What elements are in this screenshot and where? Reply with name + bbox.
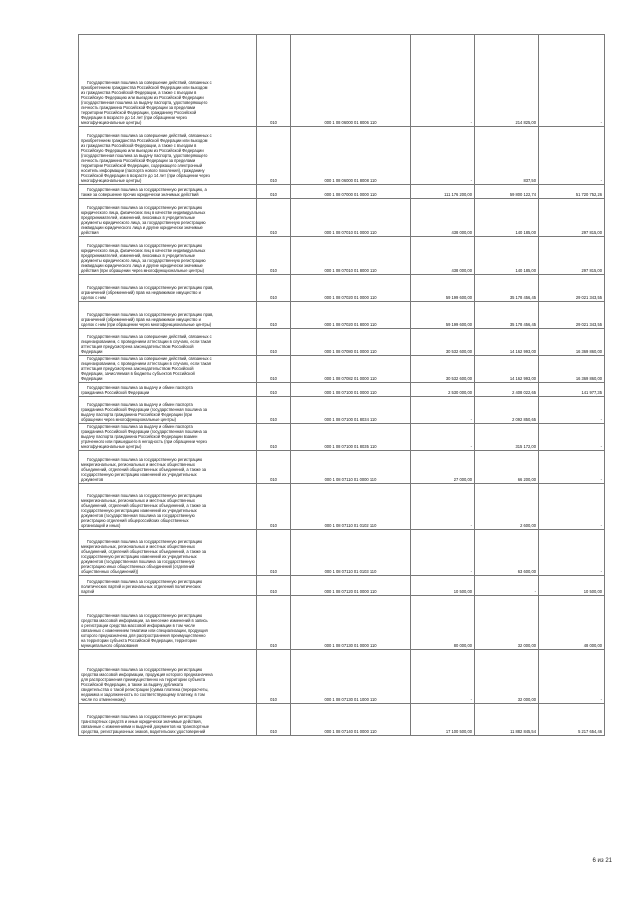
- budget-classification-code-cell: 000 1 08 07000 01 0000 110: [291, 185, 411, 199]
- income-name-line: также за совершение прочих юридически значимых действий: [81, 191, 199, 197]
- executed-amount-cell: 315 172,00: [475, 424, 539, 451]
- income-name-line: территории Российской Федерации, гражданину Российской: [81, 109, 197, 115]
- row-code-cell: 010: [257, 356, 291, 383]
- income-name-line: связанных с изменением тематики или специализации, продукция: [81, 628, 208, 634]
- unexecuted-amount-cell: 141 977,35: [539, 383, 605, 397]
- income-name-line: политических партий и региональных отделений политических: [81, 584, 201, 590]
- income-name-line: юридического лица, физических лиц в качестве индивидуальных: [81, 247, 206, 253]
- unexecuted-amount-cell: -: [539, 650, 605, 704]
- income-name-line: сделок с ним: [81, 294, 106, 300]
- income-name-line: выдачу паспорта гражданина Российской Федерации взамен: [81, 434, 198, 440]
- table-body: [79, 35, 605, 736]
- income-name-line: гражданина Российской Федерации (государственная пошлина за: [81, 429, 208, 435]
- unexecuted-amount-cell: -: [539, 127, 605, 185]
- table-row: [79, 484, 605, 530]
- income-name-line: гражданина Российской Федерации: [81, 390, 150, 396]
- income-name-line: Государственная пошлина за выдачу и обмен паспорта: [87, 402, 193, 408]
- income-name-line: (государственная пошлина за выдачу паспорта, удостоверяющего: [81, 152, 208, 158]
- executed-amount-cell: 63 600,00: [475, 530, 539, 576]
- income-name-line: государственную регистрацию изменений их учредительных: [81, 472, 197, 478]
- row-code-cell: 010: [257, 199, 291, 237]
- approved-amount-cell: 59 199 600,00: [411, 302, 475, 329]
- row-code-cell: 010: [257, 424, 291, 451]
- income-name-line: общественных объединений)): [81, 569, 139, 575]
- executed-amount-cell: 837,50: [475, 127, 539, 185]
- unexecuted-amount-cell: 5 217 654,46: [539, 704, 605, 736]
- approved-amount-cell: 27 000,00: [411, 451, 475, 484]
- budget-classification-code-cell: 000 1 08 07010 01 0000 110: [291, 199, 411, 237]
- table-row: [79, 127, 605, 185]
- income-name-line: объединений, отделений общественных объединений, а также за: [81, 503, 207, 509]
- income-name-line: документов: [81, 477, 104, 483]
- income-name-line: Государственная пошлина за государственную регистрацию: [87, 613, 203, 619]
- unexecuted-amount-cell: 16 369 860,00: [539, 329, 605, 356]
- budget-classification-code-cell: 000 1 08 07140 01 0000 110: [291, 704, 411, 736]
- row-code-cell: 010: [257, 530, 291, 576]
- income-name-line: Федерации: [81, 376, 103, 382]
- income-name-line: территории Российской Федерации, содержащего электронный: [81, 162, 203, 168]
- approved-amount-cell: 30 532 600,00: [411, 329, 475, 356]
- income-name-line: регистрацию иных общественных объединений (отделений: [81, 564, 195, 570]
- row-code-cell: 010: [257, 35, 291, 127]
- budget-classification-code-cell: 000 1 08 07100 01 8034 110: [291, 397, 411, 424]
- income-name-line: предпринимателей, изменений, вносимых в учредительные: [81, 214, 196, 220]
- budget-classification-code-cell: 000 1 08 06000 01 8006 110: [291, 35, 411, 127]
- income-name-cell: [79, 185, 257, 199]
- income-name-line: документы юридического лица, за государственную регистрацию: [81, 257, 206, 263]
- unexecuted-amount-cell: 51 720 752,26: [539, 185, 605, 199]
- income-name-line: действия (при обращении через многофункциональные центры): [81, 267, 204, 273]
- table-row: [79, 596, 605, 650]
- table-row: [79, 704, 605, 736]
- income-name-line: средства массовой информации, за внесение изменений в запись: [81, 618, 208, 624]
- table-row: [79, 237, 605, 275]
- income-name-line: Государственная пошлина за государственную регистрацию прав,: [87, 311, 214, 317]
- income-name-line: документов (государственная пошлина за государственную: [81, 513, 195, 519]
- income-name-line: Государственная пошлина за государственную регистрацию: [87, 204, 203, 210]
- income-name-line: на территории субъекта Российской Федерации, территории: [81, 638, 197, 644]
- income-name-line: гражданина Российской Федерации (государственная пошлина за: [81, 407, 208, 413]
- income-name-line: Государственная пошлина за выдачу и обмен паспорта: [87, 424, 193, 430]
- approved-amount-cell: 111 176 200,00: [411, 185, 475, 199]
- table-row: [79, 275, 605, 302]
- table-row: [79, 576, 605, 596]
- budget-classification-code-cell: 000 1 08 07020 01 0000 110: [291, 275, 411, 302]
- table-row: [79, 397, 605, 424]
- income-name-line: аттестация предусмотрена законодательством Российской: [81, 366, 194, 372]
- unexecuted-amount-cell: 297 815,00: [539, 199, 605, 237]
- budget-classification-code-cell: 000 1 08 07100 01 0000 110: [291, 383, 411, 397]
- income-name-cell: [79, 596, 257, 650]
- table-row: [79, 650, 605, 704]
- row-code-cell: 010: [257, 484, 291, 530]
- approved-amount-cell: 438 000,00: [411, 237, 475, 275]
- table-row: [79, 356, 605, 383]
- table-row: [79, 424, 605, 451]
- income-name-line: аттестация предусмотрена законодательством Российской: [81, 343, 194, 349]
- income-name-line: муниципального образования: [81, 643, 138, 649]
- income-name-cell: [79, 530, 257, 576]
- table-row: [79, 199, 605, 237]
- income-name-line: Федерации, зачисляемая в бюджеты субъектов Российской: [81, 371, 195, 377]
- budget-classification-code-cell: 000 1 08 07110 01 0103 110: [291, 530, 411, 576]
- row-code-cell: 010: [257, 329, 291, 356]
- executed-amount-cell: 66 200,00: [475, 451, 539, 484]
- income-name-line: личность гражданина Российской Федерации за пределами: [81, 104, 196, 110]
- executed-amount-cell: 11 882 845,54: [475, 704, 539, 736]
- income-name-line: Российской Федерации, а также за выдачу дубликата: [81, 682, 184, 688]
- income-name-line: выдачу паспорта гражданина Российской Федерации (при: [81, 412, 192, 418]
- executed-amount-cell: 2 600,00: [475, 484, 539, 530]
- budget-classification-code-cell: 000 1 08 07100 01 8035 110: [291, 424, 411, 451]
- income-name-cell: [79, 237, 257, 275]
- executed-amount-cell: -: [475, 576, 539, 596]
- income-name-line: о регистрации средства массовой информации в том числе: [81, 623, 196, 629]
- approved-amount-cell: -: [411, 650, 475, 704]
- income-name-line: числе по отмененному): [81, 697, 126, 703]
- approved-amount-cell: 438 000,00: [411, 199, 475, 237]
- income-name-line: Российскую Федерацию или выездом из Российской Федерации: [81, 94, 204, 100]
- approved-amount-cell: -: [411, 530, 475, 576]
- executed-amount-cell: 35 178 456,45: [475, 275, 539, 302]
- executed-amount-cell: 14 162 993,00: [475, 329, 539, 356]
- approved-amount-cell: 10 500,00: [411, 576, 475, 596]
- income-name-line: государственную регистрацию изменений их учредительных: [81, 508, 197, 514]
- executed-amount-cell: 140 185,00: [475, 199, 539, 237]
- row-code-cell: 010: [257, 397, 291, 424]
- table-row: [79, 383, 605, 397]
- income-name-line: сделок с ним (при обращении через многофункциональные центры): [81, 321, 212, 327]
- income-name-cell: [79, 127, 257, 185]
- approved-amount-cell: 17 100 500,00: [411, 704, 475, 736]
- approved-amount-cell: -: [411, 35, 475, 127]
- income-name-line: Федерации в возрасте до 14 лет (при обращении через: [81, 114, 187, 120]
- budget-income-table: [78, 34, 605, 736]
- income-name-cell: [79, 275, 257, 302]
- income-name-line: Государственная пошлина за государственную регистрацию прав,: [87, 284, 214, 290]
- unexecuted-amount-cell: 48 000,00: [539, 596, 605, 650]
- income-name-line: приобретением гражданства Российской Федерации или выходом: [81, 137, 208, 143]
- row-code-cell: 010: [257, 302, 291, 329]
- income-name-cell: [79, 302, 257, 329]
- budget-classification-code-cell: 000 1 08 06000 01 8008 110: [291, 127, 411, 185]
- budget-classification-code-cell: 000 1 08 07130 01 0000 110: [291, 596, 411, 650]
- budget-classification-code-cell: 000 1 08 07010 01 8000 110: [291, 237, 411, 275]
- executed-amount-cell: 59 800 122,74: [475, 185, 539, 199]
- budget-classification-code-cell: 000 1 08 07110 01 0000 110: [291, 451, 411, 484]
- row-code-cell: 010: [257, 704, 291, 736]
- row-code-cell: 010: [257, 451, 291, 484]
- income-name-line: приобретением гражданства Российской Федерации или выходом: [81, 84, 208, 90]
- income-name-line: лицензированием, с проведением аттестации в случаях, если такая: [81, 338, 211, 344]
- income-name-cell: [79, 383, 257, 397]
- income-name-line: ограничений (обременений) прав на недвижимое имущество и: [81, 316, 201, 322]
- approved-amount-cell: 80 000,00: [411, 596, 475, 650]
- approved-amount-cell: 2 530 000,00: [411, 383, 475, 397]
- income-name-line: связанные с изменениями и выдачей документов на транспортные: [81, 724, 210, 730]
- income-name-line: Государственная пошлина за государственную регистрацию: [87, 493, 203, 499]
- unexecuted-amount-cell: 29 021 343,55: [539, 275, 605, 302]
- approved-amount-cell: -: [411, 424, 475, 451]
- income-name-line: многофункциональные центры): [81, 444, 142, 450]
- income-name-line: из гражданства Российской Федерации, а также с въездом в: [81, 142, 197, 148]
- budget-classification-code-cell: 000 1 08 07082 01 0000 110: [291, 356, 411, 383]
- income-name-line: ограничений (обременений) прав на недвижимое имущество и: [81, 289, 201, 295]
- row-code-cell: 010: [257, 275, 291, 302]
- unexecuted-amount-cell: -: [539, 451, 605, 484]
- budget-classification-code-cell: 000 1 08 07130 01 1000 110: [291, 650, 411, 704]
- income-name-line: многофункциональные центры): [81, 119, 142, 125]
- unexecuted-amount-cell: -: [539, 424, 605, 451]
- income-name-line: Государственная пошлина за выдачу и обмен паспорта: [87, 385, 193, 391]
- income-name-line: межрегиональных, региональных и местных общественных: [81, 544, 195, 550]
- income-name-line: утраченного или пришедшего в негодность (при обращении через: [81, 439, 207, 445]
- unexecuted-amount-cell: -: [539, 35, 605, 127]
- budget-classification-code-cell: 000 1 08 07020 01 8000 110: [291, 302, 411, 329]
- table-row: [79, 530, 605, 576]
- income-name-line: Государственная пошлина за государственную регистрацию, а: [87, 186, 207, 192]
- income-name-line: Федерации: [81, 348, 103, 354]
- income-name-line: недоимка и задолженность по соответствующему платежу, в том: [81, 692, 205, 698]
- income-name-line: предпринимателей, изменений, вносимых в учредительные: [81, 252, 196, 258]
- income-name-line: Государственная пошлина за государственную регистрацию: [87, 457, 203, 463]
- row-code-cell: 010: [257, 650, 291, 704]
- income-name-line: ликвидации юридического лица и другие юридически значимые: [81, 224, 203, 230]
- income-name-line: межрегиональных, региональных и местных общественных: [81, 498, 195, 504]
- income-name-line: юридического лица, физических лиц в качестве индивидуальных: [81, 209, 206, 215]
- unexecuted-amount-cell: 29 021 343,55: [539, 302, 605, 329]
- income-name-cell: [79, 704, 257, 736]
- income-name-line: Государственная пошлина за государственную регистрацию: [87, 242, 203, 248]
- income-name-line: личность гражданина Российской Федерации за пределами: [81, 157, 196, 163]
- executed-amount-cell: 214 825,00: [475, 35, 539, 127]
- income-name-line: многофункциональные центры): [81, 177, 142, 183]
- income-name-line: Российской Федерации в возрасте до 14 лет (при обращении через: [81, 172, 210, 178]
- income-name-line: Государственная пошлина за государственную регистрацию: [87, 714, 203, 720]
- income-name-line: обращении через многофункциональные центры): [81, 417, 176, 423]
- income-name-line: Государственная пошлина за совершение действий, связанных с: [87, 79, 212, 85]
- table-row: [79, 35, 605, 127]
- income-name-line: Государственная пошлина за государственную регистрацию: [87, 579, 203, 585]
- income-name-cell: [79, 424, 257, 451]
- page-number: 6 из 21: [592, 858, 612, 864]
- approved-amount-cell: 59 199 600,00: [411, 275, 475, 302]
- income-name-line: из гражданства Российской Федерации, а также с въездом в: [81, 89, 197, 95]
- approved-amount-cell: 30 532 600,00: [411, 356, 475, 383]
- income-name-line: регистрацию отделений общероссийских общественных: [81, 518, 189, 524]
- table-row: [79, 451, 605, 484]
- income-name-line: Государственная пошлина за совершение действий, связанных с: [87, 333, 212, 339]
- income-name-line: Государственная пошлина за государственную регистрацию: [87, 539, 203, 545]
- income-name-line: документы юридического лица, за государственную регистрацию: [81, 219, 206, 225]
- income-name-line: средства массовой информации, продукция которого предназначена: [81, 672, 213, 678]
- income-name-line: государственную регистрацию изменений их учредительных: [81, 554, 197, 560]
- executed-amount-cell: 140 185,00: [475, 237, 539, 275]
- income-name-line: объединений, отделений общественных объединений, а также за: [81, 549, 207, 555]
- income-name-cell: [79, 356, 257, 383]
- income-name-line: средства, регистрационных знаков, водительских удостоверений: [81, 729, 206, 735]
- executed-amount-cell: 2 092 850,65: [475, 397, 539, 424]
- income-name-line: Государственная пошлина за государственную регистрацию: [87, 667, 203, 673]
- executed-amount-cell: 2 408 022,65: [475, 383, 539, 397]
- income-name-line: документов (государственная пошлина за государственную: [81, 559, 195, 565]
- income-name-line: организаций и иных): [81, 523, 121, 529]
- income-name-line: партий: [81, 589, 95, 595]
- income-name-cell: [79, 397, 257, 424]
- table-row: [79, 185, 605, 199]
- income-name-line: Государственная пошлина за совершение действий, связанных с: [87, 356, 212, 361]
- row-code-cell: 010: [257, 576, 291, 596]
- budget-classification-code-cell: 000 1 08 07110 01 0102 110: [291, 484, 411, 530]
- row-code-cell: 010: [257, 185, 291, 199]
- approved-amount-cell: -: [411, 484, 475, 530]
- income-name-line: межрегиональных, региональных и местных общественных: [81, 462, 195, 468]
- unexecuted-amount-cell: 297 815,00: [539, 237, 605, 275]
- unexecuted-amount-cell: -: [539, 530, 605, 576]
- income-name-line: свидетельства о такой регистрации (сумма платежа (перерасчеты,: [81, 687, 209, 693]
- row-code-cell: 010: [257, 596, 291, 650]
- income-name-line: транспортных средств и иные юридически значимые действия,: [81, 719, 202, 725]
- income-name-line: лицензированием, с проведением аттестации в случаях, если такая: [81, 361, 211, 367]
- table-row: [79, 302, 605, 329]
- income-name-line: действия: [81, 229, 99, 235]
- executed-amount-cell: 35 178 456,45: [475, 302, 539, 329]
- income-name-cell: [79, 35, 257, 127]
- approved-amount-cell: -: [411, 127, 475, 185]
- budget-classification-code-cell: 000 1 08 07120 01 0000 110: [291, 576, 411, 596]
- row-code-cell: 010: [257, 383, 291, 397]
- executed-amount-cell: 32 000,00: [475, 596, 539, 650]
- unexecuted-amount-cell: -: [539, 397, 605, 424]
- budget-classification-code-cell: 000 1 08 07080 01 0000 110: [291, 329, 411, 356]
- row-code-cell: 010: [257, 127, 291, 185]
- executed-amount-cell: 14 162 993,00: [475, 356, 539, 383]
- approved-amount-cell: -: [411, 397, 475, 424]
- income-name-line: для распространения преимущественно на территории субъекта: [81, 677, 206, 683]
- income-name-cell: [79, 650, 257, 704]
- income-name-line: объединений, отделений общественных объединений, а также за: [81, 467, 207, 473]
- income-name-cell: [79, 199, 257, 237]
- income-name-cell: [79, 576, 257, 596]
- income-name-line: (государственная пошлина за выдачу паспорта, удостоверяющего: [81, 99, 208, 105]
- income-name-line: ликвидации юридического лица и другие юридически значимые: [81, 262, 203, 268]
- income-name-line: носитель информации (паспорта нового поколения), гражданину: [81, 167, 205, 173]
- income-name-line: Государственная пошлина за совершение действий, связанных с: [87, 132, 212, 138]
- income-name-line: которого предназначена для распространения преимущественно: [81, 633, 206, 639]
- unexecuted-amount-cell: -: [539, 484, 605, 530]
- income-name-cell: [79, 451, 257, 484]
- income-name-cell: [79, 484, 257, 530]
- unexecuted-amount-cell: 10 500,00: [539, 576, 605, 596]
- table-row: [79, 329, 605, 356]
- unexecuted-amount-cell: 16 369 860,00: [539, 356, 605, 383]
- income-name-line: Российскую Федерацию или выездом из Российской Федерации: [81, 147, 204, 153]
- executed-amount-cell: 32 000,00: [475, 650, 539, 704]
- income-name-cell: [79, 329, 257, 356]
- row-code-cell: 010: [257, 237, 291, 275]
